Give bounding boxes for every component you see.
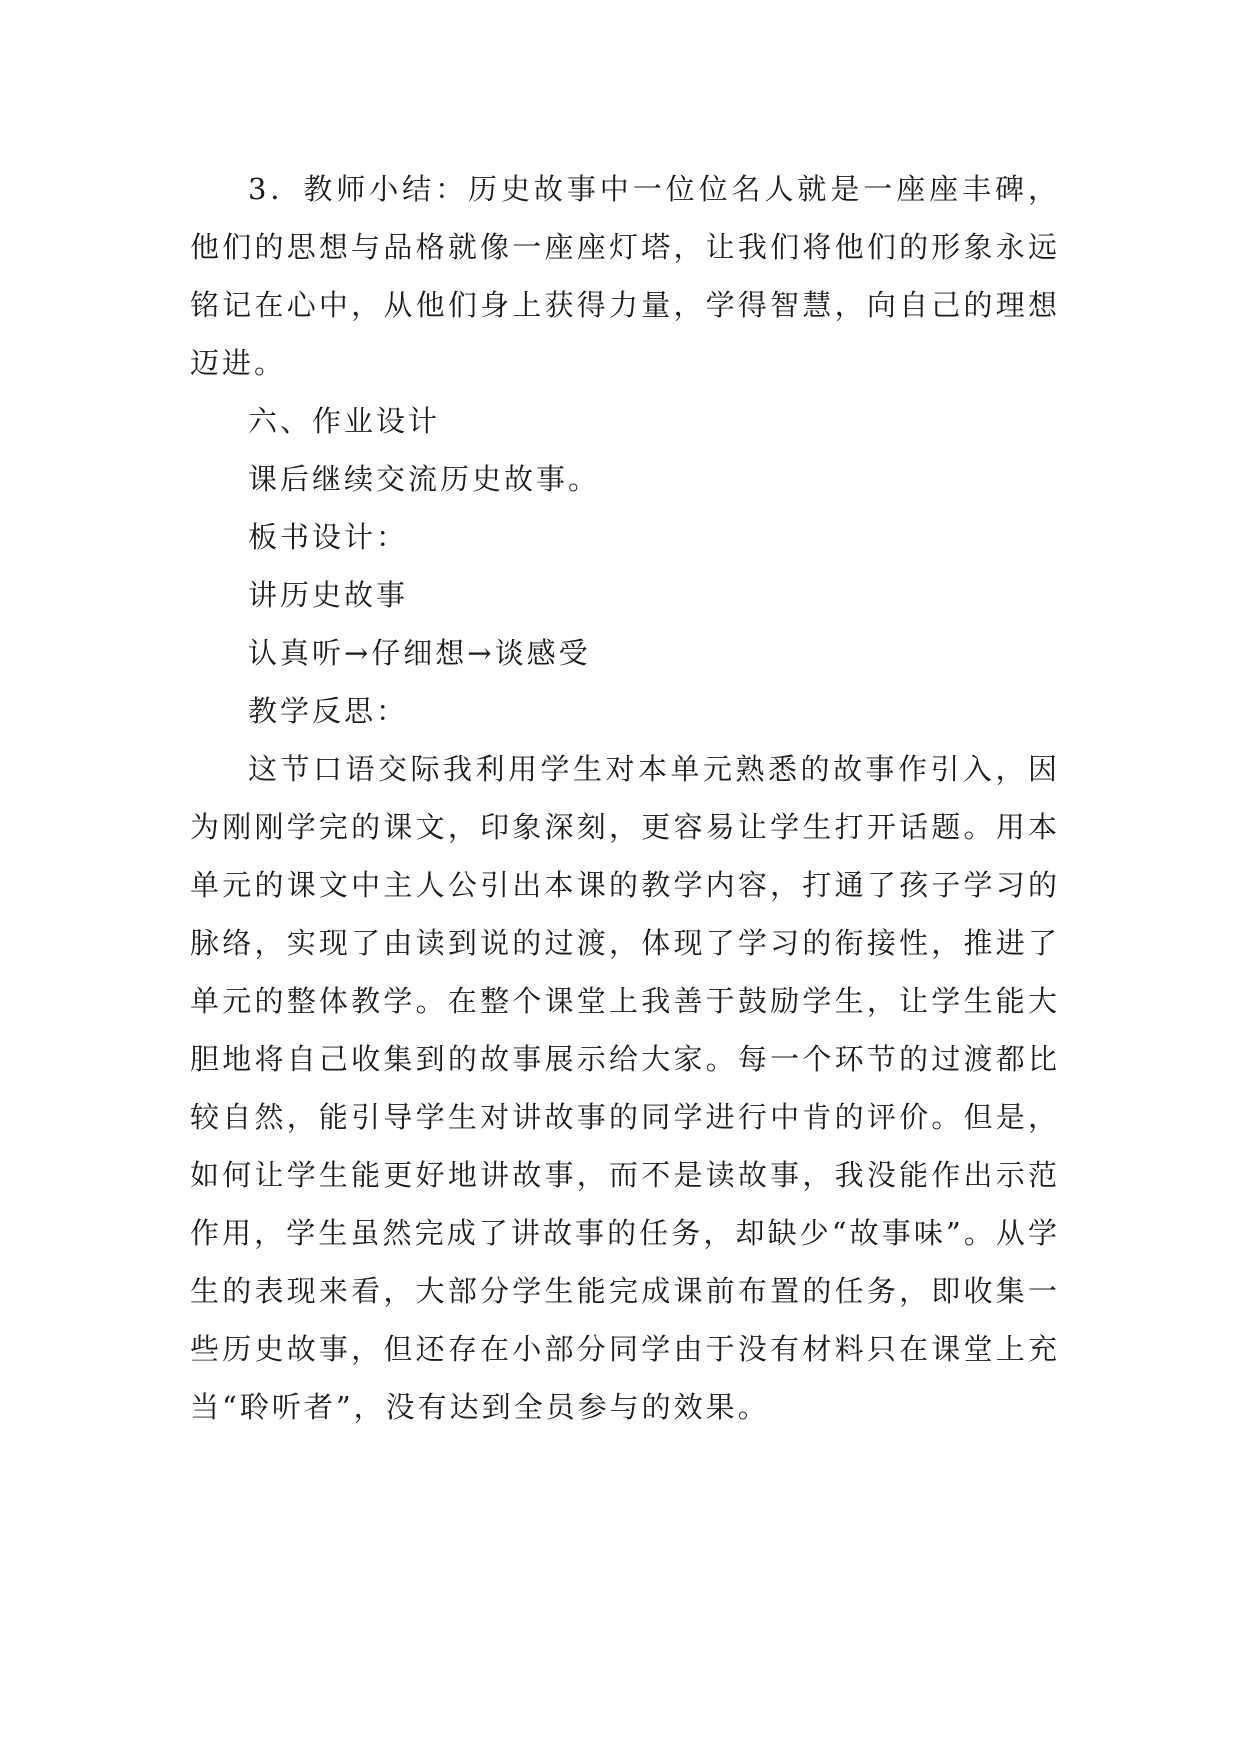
- heading-board-design: 板书设计：: [248, 520, 409, 554]
- board-title: 讲历史故事: [248, 578, 409, 612]
- heading-teaching-reflection: 教学反思：: [248, 694, 409, 728]
- board-flow: 认真听→仔细想→谈感受: [248, 636, 591, 670]
- paragraph-reflection: 这节口语交际我利用学生对本单元熟悉的故事作引入，因为刚刚学完的课文，印象深刻，更容易让学生打开话题。用本单元的课文中主人公引出本课的教学内容，打通了孩子学习的脉络，实现了由读到说的过渡，体现了学习的衔接性，推进了单元的整体教学。在整个课堂上我善于鼓励学生，让学生能大胆地将自己收集到的故事展示给大家。每一个环节的过渡都比较自然，能引导学生对讲故事的同学进行中肯的评价。但是，如何让学生能更好地讲故事，而不是读故事，我没能作出示范作用，学生虽然完成了讲故事的任务，却缺少“故事味”。从学生的表现来看，大部分学生能完成课前布置的任务，即收集一些历史故事，但还存在小部分同学由于没有材料只在课堂上充当“聆听者”，没有达到全员参与的效果。: [190, 752, 1060, 1424]
- paragraph-teacher-summary: 3．教师小结：历史故事中一位位名人就是一座座丰碑，他们的思想与品格就像一座座灯塔，让我们将他们的形象永远铭记在心中，从他们身上获得力量，学得智慧，向自己的理想迈进。: [190, 172, 1060, 380]
- heading-homework-design: 六、作业设计: [248, 404, 441, 438]
- paragraph-homework: 课后继续交流历史故事。: [248, 462, 601, 496]
- document-body: [190, 160, 1060, 1436]
